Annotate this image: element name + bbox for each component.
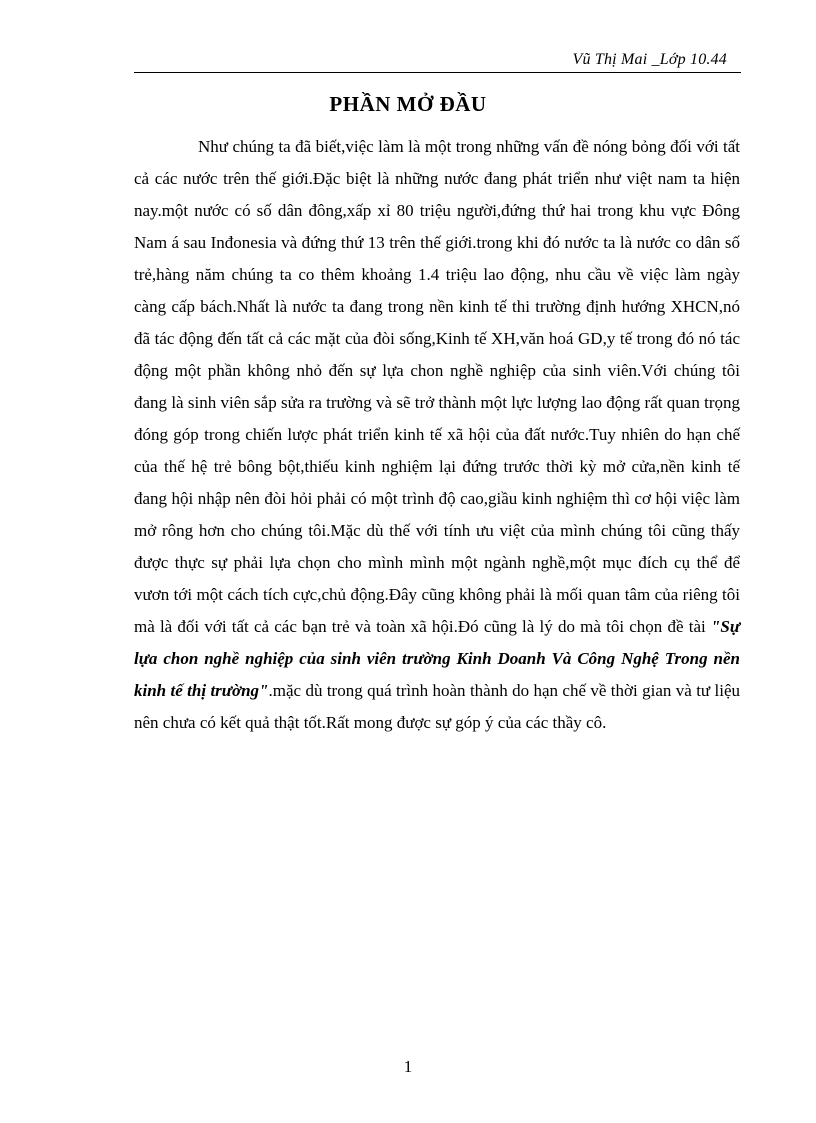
header-author-class: Vũ Thị Mai _Lớp 10.44	[572, 51, 727, 68]
page-header	[134, 50, 741, 73]
paragraph-text-start: Như chúng ta đã biết,việc làm là một trong những vấn đề nóng bỏng đối với tất cả các nước trên thế giới.Đặc biệt là những nước đang phát triển như việt nam ta hiện nay.một nước có số dân đông,xấp xỉ 80 triệu người,đứng thứ hai trong khu vực Đông Nam á sau Inđonesia và đứng thứ 13 trên thế giới.trong khi đó nước ta là nước co dân số trẻ,hàng năm chúng ta co thêm khoảng 1.4 triệu lao động, nhu cầu về việc làm ngày càng cấp bách.Nhất là nước ta đang trong nền kinh tế thi trường định hướng XHCN,nó đã tác động đến tất cả các mặt của đòi sống,Kinh tế XH,văn hoá GD,y tế trong đó nó tác động một phần không nhỏ đến sự lựa chon nghề nghiệp của sinh viên.Với chúng tôi đang là sinh viên sắp sửa ra trường và sẽ trở thành một lực lượng lao động rất quan trọng đóng góp trong chiến lược phát triển kinh tế xã hội của đất nước.Tuy nhiên do hạn chế của thế hệ trẻ bông bột,thiếu kinh nghiệm lại đứng trước thời kỳ mở cửa,nền kinh tế đang hội nhập nên đòi hỏi phải có một trình độ cao,giầu kinh nghiệm thì cơ hội việc làm mở rông hơn cho chúng tôi.Mặc dù thế với tính ưu việt của mình chúng tôi cũng thấy được thực sự phải lựa chọn cho mình mình một ngành nghề,một mục đích cụ thể để vươn tới một cách tích cực,chủ động.Đây cũng không phải là mối quan tâm của riêng tôi mà là đối với tất cả các bạn trẻ và toàn xã hội.Đó cũng là lý do mà tôi chọn đề tài	[134, 137, 740, 636]
page-number: 1	[403, 1057, 413, 1076]
intro-paragraph	[134, 131, 740, 739]
paragraph-text-end: .mặc dù trong quá trình hoàn thành do hạn chế về thời gian và tư liệu nên chưa có kết quả thật tốt.Rất mong được sự góp ý của các thầy cô.	[134, 681, 741, 732]
topic-title: "Sự lựa chon nghề nghiệp của sinh viên trường Kinh Doanh Và Công Nghệ Trong nền kinh tế thị trường"	[134, 617, 740, 700]
page-title: PHẦN MỞ ĐẦU	[329, 92, 487, 116]
